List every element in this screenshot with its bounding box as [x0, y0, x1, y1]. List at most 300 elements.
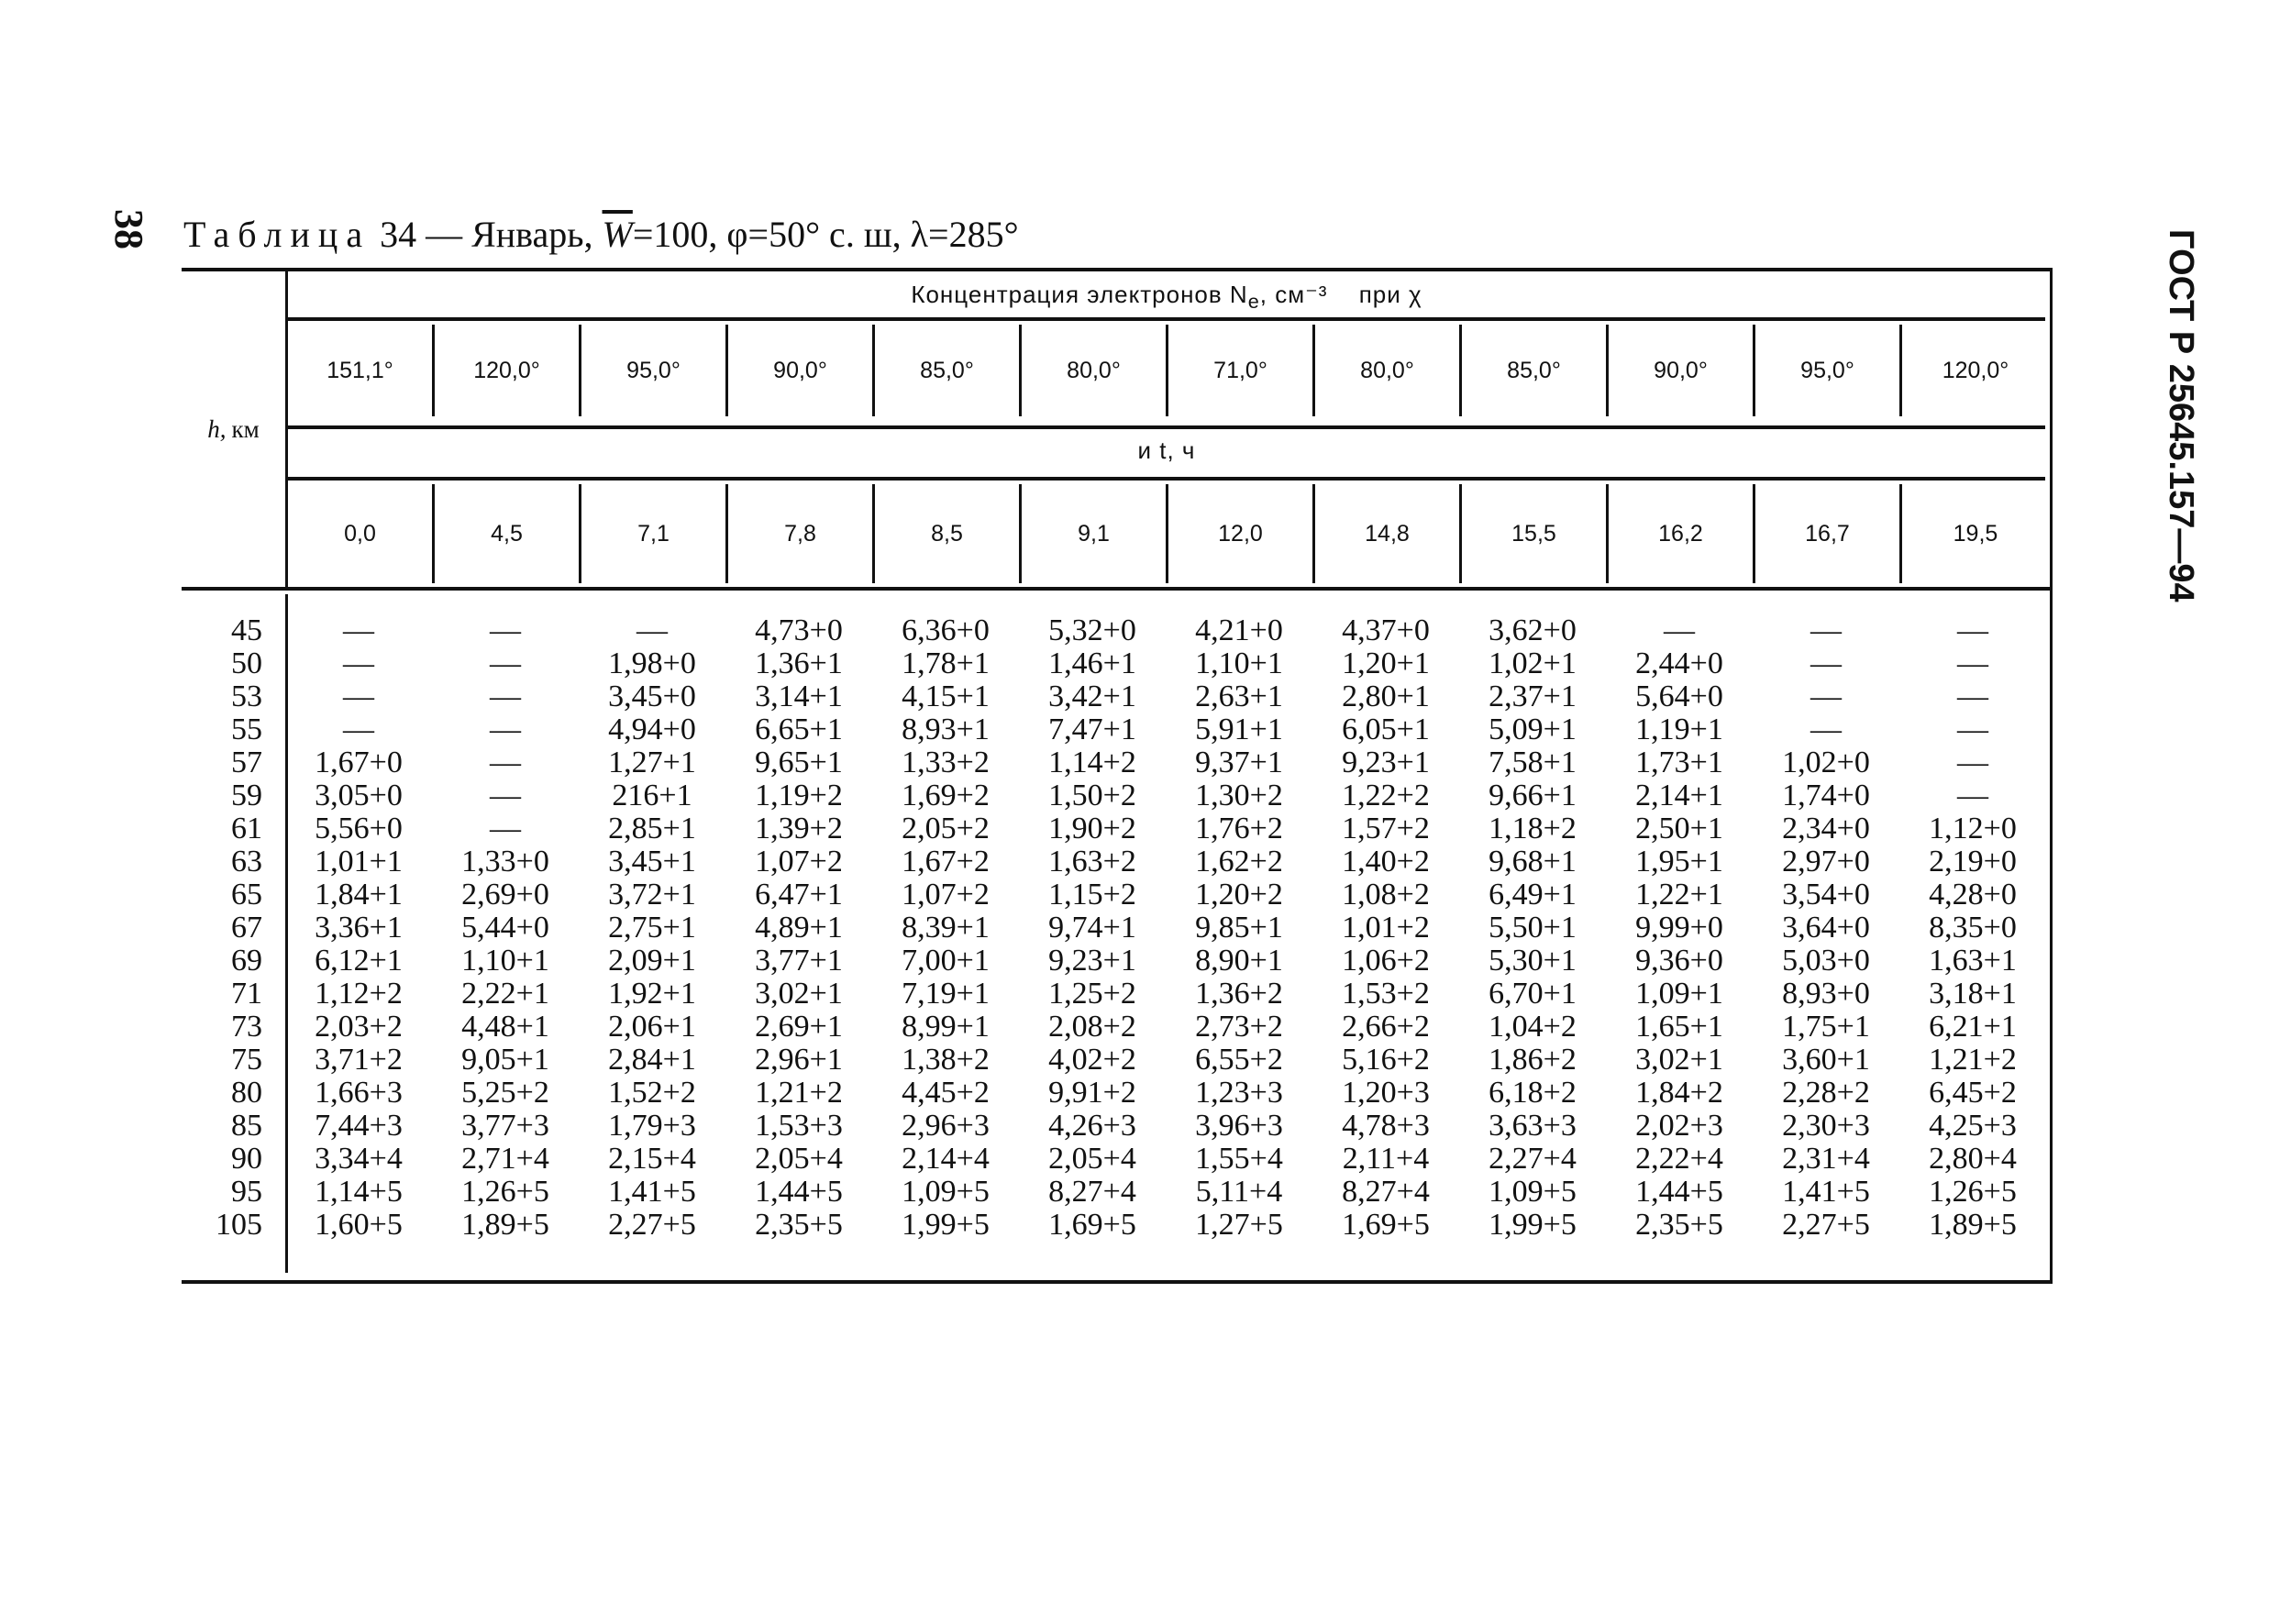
concentration-value: 1,12+0 — [1929, 812, 2017, 845]
concentration-value: 5,32+0 — [1048, 613, 1136, 647]
concentration-value: 1,53+2 — [1342, 977, 1430, 1011]
concentration-value: 4,26+3 — [1048, 1109, 1136, 1143]
concentration-value: 1,69+5 — [1342, 1208, 1430, 1242]
concentration-value: 6,12+1 — [315, 944, 403, 978]
concentration-value: 8,99+1 — [902, 1010, 990, 1044]
concentration-value: 9,85+1 — [1195, 911, 1283, 945]
height-value: 65 — [231, 878, 262, 911]
concentration-value: — — [1810, 646, 1842, 680]
concentration-value: 1,06+2 — [1342, 944, 1430, 978]
concentration-value: 1,95+1 — [1635, 845, 1723, 878]
concentration-value: 1,55+4 — [1195, 1142, 1283, 1176]
concentration-value: 9,05+1 — [461, 1043, 549, 1077]
concentration-value: 3,45+0 — [608, 679, 696, 713]
concentration-title-text: Концентрация электронов N — [911, 281, 1248, 308]
concentration-value: 9,66+1 — [1489, 779, 1577, 812]
concentration-value: 1,26+5 — [1929, 1175, 2017, 1209]
concentration-value: 1,38+2 — [902, 1043, 990, 1077]
concentration-value: 3,60+1 — [1782, 1043, 1870, 1077]
concentration-value: 7,44+3 — [315, 1109, 403, 1143]
concentration-value: 1,01+1 — [315, 845, 403, 878]
concentration-value: — — [1810, 613, 1842, 647]
concentration-value: — — [1810, 713, 1842, 746]
table-row — [182, 1209, 2053, 1242]
concentration-value: 1,14+5 — [315, 1175, 403, 1209]
time-value: 0,0 — [288, 484, 435, 583]
concentration-value: 1,62+2 — [1195, 845, 1283, 878]
time-value: 16,2 — [1609, 484, 1755, 583]
concentration-value: 2,44+0 — [1635, 646, 1723, 680]
table-row — [182, 680, 2053, 713]
concentration-value: 2,15+4 — [608, 1142, 696, 1176]
concentration-value: 9,37+1 — [1195, 746, 1283, 779]
chi-value: 90,0° — [1609, 325, 1755, 416]
time-value: 19,5 — [1953, 520, 1998, 547]
concentration-value: 3,62+0 — [1489, 613, 1577, 647]
concentration-value: 8,35+0 — [1929, 911, 2017, 945]
concentration-value: 3,02+1 — [755, 977, 843, 1011]
concentration-value: 1,36+2 — [1195, 977, 1283, 1011]
table-caption — [183, 213, 1019, 256]
concentration-value: 1,41+5 — [1782, 1175, 1870, 1209]
concentration-value: 2,96+1 — [755, 1043, 843, 1077]
concentration-value: 1,44+5 — [1635, 1175, 1723, 1209]
height-value: 75 — [231, 1043, 262, 1077]
concentration-value: 3,72+1 — [608, 878, 696, 911]
concentration-value: 2,35+5 — [755, 1208, 843, 1242]
concentration-value: 4,15+1 — [902, 679, 990, 713]
concentration-value: 2,71+4 — [461, 1142, 549, 1176]
height-value: 55 — [231, 713, 262, 746]
height-value: 59 — [231, 779, 262, 812]
concentration-value: 2,14+1 — [1635, 779, 1723, 812]
concentration-value: — — [490, 713, 521, 746]
concentration-value: 1,36+1 — [755, 646, 843, 680]
concentration-value: 1,79+3 — [608, 1109, 696, 1143]
table-row — [182, 1077, 2053, 1110]
concentration-value: 2,66+2 — [1342, 1010, 1430, 1044]
concentration-value: 8,27+4 — [1048, 1175, 1136, 1209]
concentration-value: 1,30+2 — [1195, 779, 1283, 812]
concentration-value: 6,21+1 — [1929, 1010, 2017, 1044]
time-value: 4,5 — [435, 484, 581, 583]
table-row — [182, 978, 2053, 1011]
concentration-value: 1,63+1 — [1929, 944, 2017, 978]
concentration-value: 1,90+2 — [1048, 812, 1136, 845]
concentration-value: — — [1810, 679, 1842, 713]
concentration-value: 5,44+0 — [461, 911, 549, 945]
concentration-value: 2,35+5 — [1635, 1208, 1723, 1242]
concentration-value: 1,98+0 — [608, 646, 696, 680]
concentration-value: 1,57+2 — [1342, 812, 1430, 845]
concentration-value: — — [490, 613, 521, 647]
concentration-value: 1,69+5 — [1048, 1208, 1136, 1242]
concentration-value: 1,39+2 — [755, 812, 843, 845]
concentration-value: 8,90+1 — [1195, 944, 1283, 978]
concentration-value: 1,66+3 — [315, 1076, 403, 1110]
page-number: 38 — [106, 209, 151, 249]
concentration-value: 1,65+1 — [1635, 1010, 1723, 1044]
concentration-value: 2,05+2 — [902, 812, 990, 845]
concentration-value: 5,16+2 — [1342, 1043, 1430, 1077]
height-value: 85 — [231, 1109, 262, 1143]
chi-value: 120,0° — [435, 325, 581, 416]
concentration-value: 5,91+1 — [1195, 713, 1283, 746]
concentration-value: 1,12+2 — [315, 977, 403, 1011]
table-row — [182, 746, 2053, 779]
concentration-value: 6,49+1 — [1489, 878, 1577, 911]
concentration-value: — — [1957, 679, 1988, 713]
concentration-value: 4,25+3 — [1929, 1109, 2017, 1143]
concentration-value: 3,18+1 — [1929, 977, 2017, 1011]
concentration-value: 5,25+2 — [461, 1076, 549, 1110]
standard-designation: ГОСТ Р 25645.157—94 — [2162, 229, 2200, 602]
height-value: 71 — [231, 977, 262, 1011]
concentration-value: 8,93+1 — [902, 713, 990, 746]
concentration-value: 1,10+1 — [1195, 646, 1283, 680]
concentration-value: 2,14+4 — [902, 1142, 990, 1176]
time-value: 7,8 — [728, 484, 875, 583]
concentration-value: 1,63+2 — [1048, 845, 1136, 878]
height-value: 53 — [231, 679, 262, 713]
data-table — [182, 268, 2053, 1284]
concentration-value: 4,28+0 — [1929, 878, 2017, 911]
header-rule-1 — [288, 317, 2045, 321]
concentration-value: — — [490, 746, 521, 779]
concentration-value: 3,36+1 — [315, 911, 403, 945]
concentration-value: 4,89+1 — [755, 911, 843, 945]
concentration-value: 1,50+2 — [1048, 779, 1136, 812]
concentration-value: 1,74+0 — [1782, 779, 1870, 812]
concentration-value: 1,22+2 — [1342, 779, 1430, 812]
concentration-value: 2,80+1 — [1342, 679, 1430, 713]
concentration-value: 5,56+0 — [315, 812, 403, 845]
concentration-value: 1,19+1 — [1635, 713, 1723, 746]
concentration-value: 1,21+2 — [755, 1076, 843, 1110]
concentration-value: 1,27+1 — [608, 746, 696, 779]
concentration-value: 4,45+2 — [902, 1076, 990, 1110]
concentration-value: 6,05+1 — [1342, 713, 1430, 746]
height-column-header — [182, 271, 288, 587]
concentration-value: 2,27+5 — [608, 1208, 696, 1242]
time-value: 8,5 — [875, 484, 1022, 583]
concentration-value: 1,78+1 — [902, 646, 990, 680]
concentration-value: 8,39+1 — [902, 911, 990, 945]
concentration-value: — — [490, 679, 521, 713]
concentration-value: 3,05+0 — [315, 779, 403, 812]
time-value: 9,1 — [1022, 484, 1168, 583]
concentration-value: 4,48+1 — [461, 1010, 549, 1044]
concentration-value: 2,22+4 — [1635, 1142, 1723, 1176]
concentration-value: — — [490, 779, 521, 812]
height-unit: км — [231, 414, 260, 443]
concentration-value: 2,31+4 — [1782, 1142, 1870, 1176]
concentration-value: 2,27+4 — [1489, 1142, 1577, 1176]
concentration-value: 1,46+1 — [1048, 646, 1136, 680]
concentration-value: 2,80+4 — [1929, 1142, 2017, 1176]
height-value: 90 — [231, 1142, 262, 1176]
caption-text-b: =100, φ=50° с. ш, λ=285° — [632, 214, 1019, 255]
concentration-value: 9,74+1 — [1048, 911, 1136, 945]
concentration-value: — — [490, 812, 521, 845]
concentration-value: 6,55+2 — [1195, 1043, 1283, 1077]
concentration-value: 1,53+3 — [755, 1109, 843, 1143]
concentration-value: — — [343, 613, 374, 647]
time-row — [288, 484, 2053, 583]
concentration-value: 4,37+0 — [1342, 613, 1430, 647]
table-body — [182, 594, 2053, 1242]
concentration-value: 1,33+0 — [461, 845, 549, 878]
concentration-value: 6,47+1 — [755, 878, 843, 911]
concentration-value: 1,84+2 — [1635, 1076, 1723, 1110]
concentration-value: 5,30+1 — [1489, 944, 1577, 978]
concentration-value: 1,99+5 — [1489, 1208, 1577, 1242]
concentration-value: 1,09+5 — [902, 1175, 990, 1209]
concentration-value: 2,69+0 — [461, 878, 549, 911]
concentration-value: 7,47+1 — [1048, 713, 1136, 746]
concentration-value: 6,70+1 — [1489, 977, 1577, 1011]
concentration-value: 1,20+1 — [1342, 646, 1430, 680]
concentration-value: 9,23+1 — [1048, 944, 1136, 978]
concentration-value: 1,33+2 — [902, 746, 990, 779]
table-row — [182, 911, 2053, 945]
table-row — [182, 812, 2053, 845]
time-value: 16,7 — [1755, 484, 1902, 583]
concentration-value: 1,15+2 — [1048, 878, 1136, 911]
concentration-value: 1,25+2 — [1048, 977, 1136, 1011]
table-row — [182, 647, 2053, 680]
concentration-value: 3,96+3 — [1195, 1109, 1283, 1143]
concentration-value: 9,91+2 — [1048, 1076, 1136, 1110]
concentration-value: 1,07+2 — [902, 878, 990, 911]
concentration-value: 8,93+0 — [1782, 977, 1870, 1011]
concentration-value: 1,89+5 — [1929, 1208, 2017, 1242]
concentration-value: 1,14+2 — [1048, 746, 1136, 779]
concentration-value: 8,27+4 — [1342, 1175, 1430, 1209]
concentration-value: 216+1 — [612, 779, 692, 812]
concentration-value: 3,54+0 — [1782, 878, 1870, 911]
concentration-value: 2,09+1 — [608, 944, 696, 978]
chi-value: 95,0° — [581, 325, 728, 416]
height-value: 105 — [216, 1208, 262, 1242]
concentration-value: 1,18+2 — [1489, 812, 1577, 845]
header-rule-3 — [288, 477, 2045, 481]
concentration-value: 2,27+5 — [1782, 1208, 1870, 1242]
concentration-value: 3,34+4 — [315, 1142, 403, 1176]
height-value: 73 — [231, 1010, 262, 1044]
table-row — [182, 1143, 2053, 1176]
concentration-value: 1,09+5 — [1489, 1175, 1577, 1209]
concentration-value: 1,75+1 — [1782, 1010, 1870, 1044]
concentration-value: 1,40+2 — [1342, 845, 1430, 878]
height-value: 61 — [231, 812, 262, 845]
concentration-value: 1,08+2 — [1342, 878, 1430, 911]
table-row — [182, 1011, 2053, 1044]
concentration-value: 1,73+1 — [1635, 746, 1723, 779]
height-symbol: h, — [207, 414, 227, 443]
concentration-value: 2,02+3 — [1635, 1109, 1723, 1143]
concentration-value: 3,45+1 — [608, 845, 696, 878]
concentration-value: 2,50+1 — [1635, 812, 1723, 845]
concentration-value: 2,22+1 — [461, 977, 549, 1011]
concentration-value: 7,19+1 — [902, 977, 990, 1011]
concentration-value: — — [1957, 779, 1988, 812]
table-row — [182, 614, 2053, 647]
concentration-value: 1,22+1 — [1635, 878, 1723, 911]
chi-value: 95,0° — [1755, 325, 1902, 416]
concentration-value: — — [1957, 613, 1988, 647]
concentration-value: 1,89+5 — [461, 1208, 549, 1242]
concentration-value: 2,97+0 — [1782, 845, 1870, 878]
concentration-value: 1,19+2 — [755, 779, 843, 812]
concentration-value: 6,65+1 — [755, 713, 843, 746]
table-row — [182, 878, 2053, 911]
concentration-value: — — [343, 679, 374, 713]
chi-value: 80,0° — [1315, 325, 1462, 416]
concentration-value: 3,77+1 — [755, 944, 843, 978]
concentration-value: 7,58+1 — [1489, 746, 1577, 779]
chi-value: 85,0° — [1462, 325, 1609, 416]
concentration-value: — — [343, 713, 374, 746]
concentration-title-unit: , см⁻³ — [1259, 281, 1328, 308]
chi-value: 80,0° — [1022, 325, 1168, 416]
concentration-value: 9,99+0 — [1635, 911, 1723, 945]
concentration-value: 3,64+0 — [1782, 911, 1870, 945]
table-row — [182, 1110, 2053, 1143]
concentration-value: 1,76+2 — [1195, 812, 1283, 845]
concentration-value: 2,96+3 — [902, 1109, 990, 1143]
concentration-value: 7,00+1 — [902, 944, 990, 978]
concentration-value: 4,73+0 — [755, 613, 843, 647]
caption-label: Таблица — [183, 214, 371, 255]
concentration-value: 2,03+2 — [315, 1010, 403, 1044]
concentration-value: 2,11+4 — [1342, 1142, 1430, 1176]
table-row — [182, 779, 2053, 812]
concentration-value: 3,71+2 — [315, 1043, 403, 1077]
concentration-value: 2,30+3 — [1782, 1109, 1870, 1143]
concentration-value: 1,99+5 — [902, 1208, 990, 1242]
concentration-value: 9,65+1 — [755, 746, 843, 779]
concentration-value: 1,10+1 — [461, 944, 549, 978]
concentration-value: 2,28+2 — [1782, 1076, 1870, 1110]
concentration-value: 6,36+0 — [902, 613, 990, 647]
table-row — [182, 1044, 2053, 1077]
height-value: 95 — [231, 1175, 262, 1209]
concentration-value: 1,67+0 — [315, 746, 403, 779]
concentration-value: 2,34+0 — [1782, 812, 1870, 845]
table-row — [182, 713, 2053, 746]
concentration-value: 1,86+2 — [1489, 1043, 1577, 1077]
height-value: 45 — [231, 613, 262, 647]
caption-w-symbol: $\overline{W}$ — [602, 214, 633, 255]
concentration-value: 1,41+5 — [608, 1175, 696, 1209]
table-header — [182, 271, 2053, 591]
concentration-value: 1,04+2 — [1489, 1010, 1577, 1044]
concentration-value: 2,75+1 — [608, 911, 696, 945]
chi-value: 85,0° — [875, 325, 1022, 416]
concentration-value: 3,02+1 — [1635, 1043, 1723, 1077]
height-value: 69 — [231, 944, 262, 978]
concentration-value: 5,50+1 — [1489, 911, 1577, 945]
concentration-value: 1,27+5 — [1195, 1208, 1283, 1242]
concentration-value: — — [636, 613, 668, 647]
concentration-value: 1,60+5 — [315, 1208, 403, 1242]
height-value: 50 — [231, 646, 262, 680]
chi-value: 151,1° — [288, 325, 435, 416]
concentration-value: 1,07+2 — [755, 845, 843, 878]
concentration-value: 1,23+3 — [1195, 1076, 1283, 1110]
concentration-value: 5,09+1 — [1489, 713, 1577, 746]
concentration-value: 6,45+2 — [1929, 1076, 2017, 1110]
concentration-value: 2,69+1 — [755, 1010, 843, 1044]
concentration-value: 2,85+1 — [608, 812, 696, 845]
concentration-value: — — [1957, 646, 1988, 680]
concentration-value: 1,02+1 — [1489, 646, 1577, 680]
concentration-value: 1,67+2 — [902, 845, 990, 878]
concentration-value: 1,21+2 — [1929, 1043, 2017, 1077]
concentration-value: 9,68+1 — [1489, 845, 1577, 878]
chi-value: 120,0° — [1942, 357, 2009, 383]
concentration-value: 4,21+0 — [1195, 613, 1283, 647]
table-row — [182, 1176, 2053, 1209]
concentration-value: 2,37+1 — [1489, 679, 1577, 713]
concentration-value: 2,19+0 — [1929, 845, 2017, 878]
concentration-value: 1,92+1 — [608, 977, 696, 1011]
concentration-value: 2,05+4 — [1048, 1142, 1136, 1176]
concentration-title — [288, 281, 2045, 314]
table-row — [182, 845, 2053, 878]
height-value: 80 — [231, 1076, 262, 1110]
concentration-value: 3,14+1 — [755, 679, 843, 713]
chi-value: 71,0° — [1168, 325, 1315, 416]
concentration-value: 1,20+3 — [1342, 1076, 1430, 1110]
concentration-value: — — [343, 646, 374, 680]
height-value: 67 — [231, 911, 262, 945]
concentration-value: 1,02+0 — [1782, 746, 1870, 779]
concentration-title-sub: e — [1247, 290, 1260, 314]
concentration-value: 4,78+3 — [1342, 1109, 1430, 1143]
chi-label: при χ — [1358, 281, 1422, 308]
concentration-value: 9,23+1 — [1342, 746, 1430, 779]
time-title: и t, ч — [1137, 436, 1196, 464]
concentration-value: — — [1957, 713, 1988, 746]
concentration-value: 9,36+0 — [1635, 944, 1723, 978]
height-value: 57 — [231, 746, 262, 779]
concentration-value: 2,63+1 — [1195, 679, 1283, 713]
concentration-value: — — [1957, 746, 1988, 779]
concentration-value: 1,69+2 — [902, 779, 990, 812]
concentration-value: 2,84+1 — [608, 1043, 696, 1077]
concentration-value: — — [490, 646, 521, 680]
concentration-value: 5,64+0 — [1635, 679, 1723, 713]
concentration-value: 2,06+1 — [608, 1010, 696, 1044]
concentration-value: 3,63+3 — [1489, 1109, 1577, 1143]
time-value: 14,8 — [1315, 484, 1462, 583]
concentration-value: 4,02+2 — [1048, 1043, 1136, 1077]
concentration-value: 5,11+4 — [1195, 1175, 1283, 1209]
height-column-rule — [285, 594, 288, 1273]
concentration-value: 5,03+0 — [1782, 944, 1870, 978]
chi-value: 90,0° — [728, 325, 875, 416]
chi-row — [288, 325, 2053, 416]
caption-text-a: 34 — Январь, — [380, 214, 593, 255]
concentration-value: 2,73+2 — [1195, 1010, 1283, 1044]
concentration-value: 1,09+1 — [1635, 977, 1723, 1011]
concentration-value: 2,05+4 — [755, 1142, 843, 1176]
time-value: 12,0 — [1168, 484, 1315, 583]
height-value: 63 — [231, 845, 262, 878]
time-value: 7,1 — [581, 484, 728, 583]
